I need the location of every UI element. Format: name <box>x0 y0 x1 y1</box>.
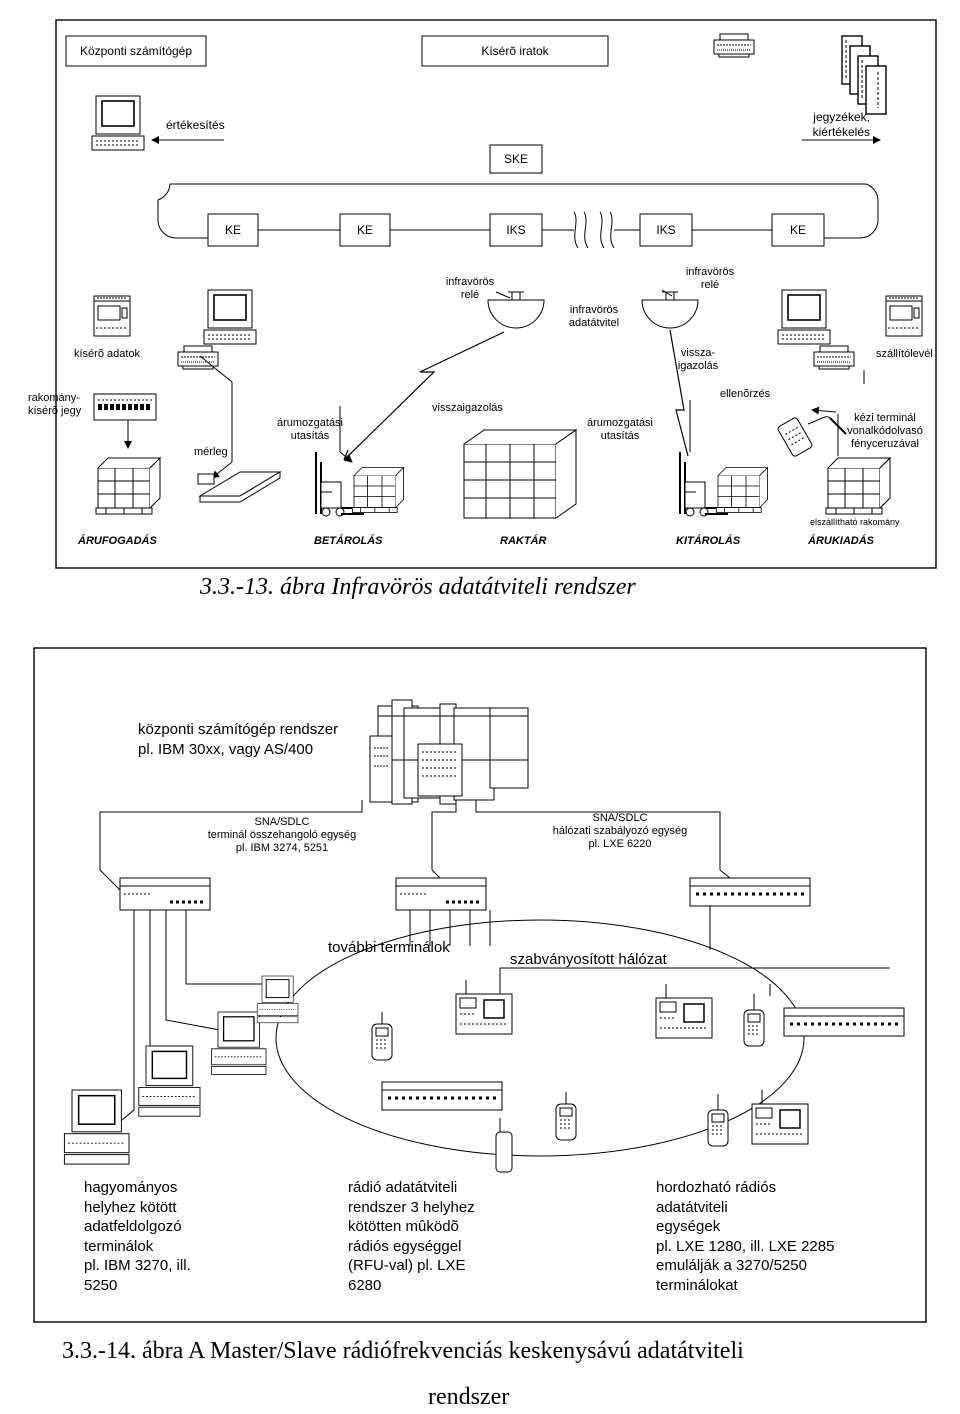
nc-label: SNA/SDLC hálózati szabályozó egység pl. LXE 6220 <box>552 812 688 850</box>
fig13-caption: 3.3.-13. ábra Infravörös adatátviteli rendszer <box>200 574 636 600</box>
pallet-in <box>352 468 403 513</box>
pallet-receive <box>96 458 160 514</box>
pallet-ship <box>826 458 890 514</box>
stage-warehouse: RAKTÁR <box>500 535 547 547</box>
terminal-2 <box>204 290 256 344</box>
pc-terminal-2 <box>139 1046 200 1116</box>
col1-text: hagyományos helyhez kötött adatfeldolgozó terminálok pl. IBM 3270, ill. 5250 <box>84 1179 191 1294</box>
terminal-3 <box>778 290 830 344</box>
pallet-out <box>716 468 767 513</box>
rfu-unit-bottom <box>496 1118 512 1172</box>
relay-pointers <box>496 290 672 298</box>
printer-icon <box>714 34 754 57</box>
pc-terminal-4 <box>257 976 298 1023</box>
radio-handheld-2 <box>556 1104 576 1140</box>
radio-handheld-4 <box>708 1110 728 1146</box>
fig14-caption-line1: 3.3.-14. ábra A Master/Slave rádiófrekvenciás keskenysávú adatátviteli <box>62 1338 744 1364</box>
central-computer-label: Központi számítógép <box>79 44 193 58</box>
ring-network <box>158 184 878 220</box>
check-label: ellenõrzés <box>720 388 771 400</box>
stage-receiving: ÁRUFOGADÁS <box>78 535 157 547</box>
ring-node-3: IKS <box>506 223 526 237</box>
move-order-2-label: árumozgatási utasítás <box>586 417 654 442</box>
escort-data-label: kísérõ adatok <box>74 348 141 360</box>
radio-handheld-1 <box>372 1024 392 1060</box>
stage-retrieving: KITÁROLÁS <box>676 535 741 547</box>
rfu-unit-2 <box>656 984 712 1038</box>
shippable-label: elszállítható rakomány <box>810 517 900 527</box>
reconfirm-label: vissza- igazolás <box>677 347 719 372</box>
scale-label: mérleg <box>194 446 228 458</box>
ring-node-4: IKS <box>656 223 676 237</box>
radio-handheld-3 <box>744 1010 764 1046</box>
scale-icon <box>198 472 280 502</box>
handheld-label: kézi terminál vonalkódolvasó fényceruzával <box>847 412 923 450</box>
terminal-4 <box>886 296 922 336</box>
terminal-1 <box>94 296 130 336</box>
lists-label: jegyzékek, kiértékelés <box>812 110 870 139</box>
std-network-label: szabványosított hálózat <box>510 951 667 968</box>
warehouse-racks <box>464 430 576 518</box>
host-label: központi számítógép rendszer pl. IBM 30xx, vagy AS/400 <box>138 721 339 758</box>
ske-label: SKE <box>503 152 528 166</box>
ir-relay-right <box>642 292 698 328</box>
strip-right <box>784 1008 904 1036</box>
tcu-hub-2 <box>396 878 486 910</box>
cargo-ticket-label: rakomány- kísérõ jegy <box>28 392 82 417</box>
tcu-label: SNA/SDLC terminál összehangoló egység pl. IBM 3274, 5251 <box>207 816 357 854</box>
sales-label: értékesítés <box>166 118 225 132</box>
ir-transfer-label: infravörös adatátvitel <box>568 304 620 329</box>
stack-printout-icon <box>842 36 886 114</box>
rfu-unit-3 <box>752 1090 808 1144</box>
central-terminal <box>92 96 144 150</box>
pc-terminal-1 <box>64 1090 129 1164</box>
fig14-caption-line2: rendszer <box>428 1384 510 1410</box>
accompanying-docs-label: Kísérõ iratok <box>481 44 549 58</box>
more-terminals-label: további terminálok <box>328 939 450 956</box>
stage-shipping: ÁRUKIADÁS <box>808 535 874 547</box>
printer-3 <box>814 346 854 369</box>
confirmation-label: visszaigazolás <box>432 402 503 414</box>
move-order-1-label: árumozgatási utasítás <box>276 417 344 442</box>
ring-node-5: KE <box>789 223 806 237</box>
col2-text: rádió adatátviteli rendszer 3 helyhez kötötten mûködõ rádiós egységgel (RFU-val) pl. LXE 6280 <box>348 1179 475 1294</box>
cargo-ticket-icon <box>94 394 156 420</box>
delivery-note-label: szállítólevél <box>876 348 933 360</box>
stage-storing: BETÁROLÁS <box>314 535 383 547</box>
strip-mid <box>382 1082 502 1110</box>
nc-strip <box>690 878 810 906</box>
col3-text: hordozható rádiós adatátviteli egységek pl. LXE 1280, ill. LXE 2285 emulálják a 3270/5250 terminálokat <box>656 1179 835 1294</box>
tcu-hub-1 <box>120 878 210 910</box>
rfu-unit-1 <box>456 980 512 1034</box>
host-mainframe <box>370 700 528 804</box>
ir-relay-left-label: infravörös relé <box>445 276 495 301</box>
ring-node-2: KE <box>356 223 373 237</box>
ir-relay-right-label: infravörös relé <box>685 266 735 291</box>
ring-node-1: KE <box>224 223 241 237</box>
